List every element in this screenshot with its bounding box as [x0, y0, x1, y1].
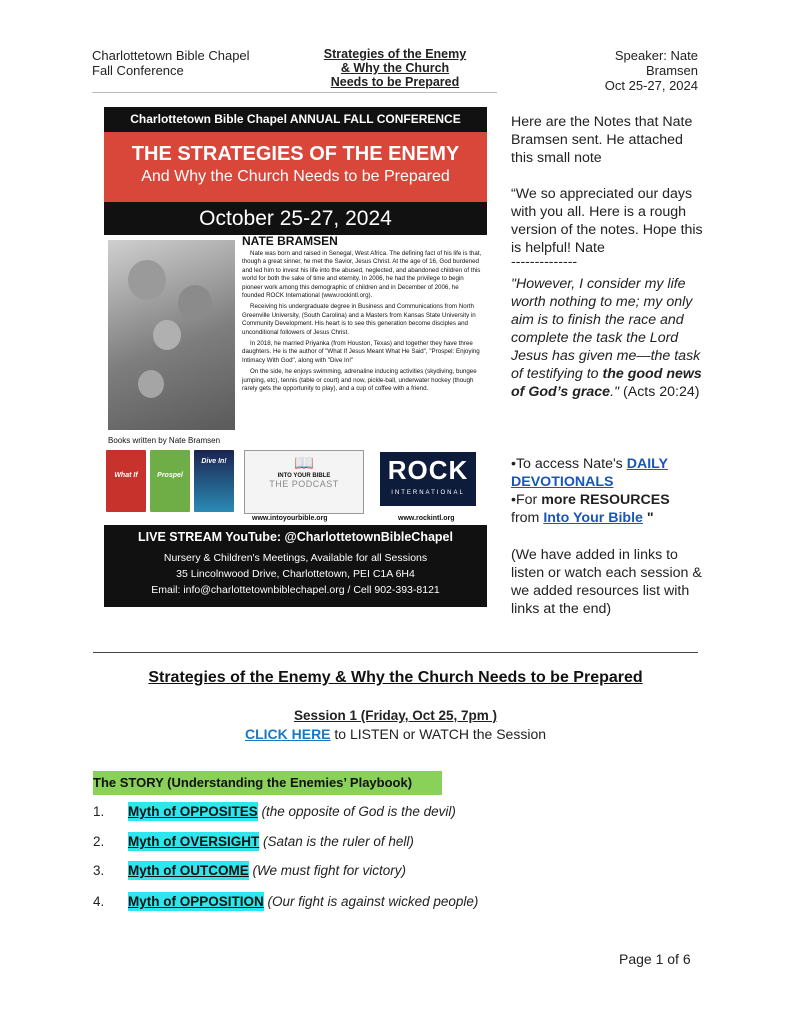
bullet-end: "	[642, 510, 654, 526]
bullet-bold: more RESOURCES	[541, 492, 670, 508]
header-speaker: Speaker: Nate Bramsen	[614, 48, 698, 78]
main-title: Strategies of the Enemy & Why the Church Needs to be Prepared	[148, 669, 643, 686]
verse-reference: (Acts 20:24)	[619, 384, 700, 400]
open-book-icon: 📖	[294, 455, 314, 472]
flyer-contact: Email: info@charlottetownbiblechapel.org / Cell 902-393-8121	[151, 584, 440, 596]
section-divider	[93, 652, 698, 653]
podcast-url: www.intoyourbible.org	[252, 515, 328, 522]
myth-description: (We must fight for victory)	[252, 863, 407, 878]
myth-description: (the opposite of God is the devil)	[261, 804, 456, 819]
notes-intro: Here are the Notes that Nate Bramsen sent. He attached this small note	[511, 114, 693, 166]
notes-quote: “We so appreciated our days with you all. Here is a rough version of the notes. Hope this is helpful! Nate	[511, 186, 703, 256]
books-label: Books written by Nate Bramsen	[108, 436, 221, 445]
flyer-top-banner: Charlottetown Bible Chapel ANNUAL FALL CONFERENCE	[104, 107, 487, 132]
list-item	[93, 894, 478, 909]
header-right	[560, 48, 698, 93]
myth-description: (Satan is the ruler of hell)	[263, 834, 414, 849]
flyer-speaker-bio	[242, 250, 482, 397]
header-title-line2: & Why the Church	[340, 61, 450, 75]
flyer-speaker-name: NATE BRAMSEN	[242, 234, 338, 248]
rock-logo-sub: INTERNATIONAL	[391, 490, 465, 496]
bio-paragraph: Nate was born and raised in Senegal, West Africa. The defining fact of his life is that, though a great sinner, he met the Savior, Jesus Christ. At the age of 16, God burdened and led him to invest his life into the abused, neglected, and abandoned children of this world for both the sake of time and eternity. In 2006, he had the privilege to begin pioneer work among this demographic of children and in December of 2006, he founded ROCK International (www.rockintl.org).	[242, 250, 482, 300]
podcast-logo	[244, 450, 364, 514]
bio-paragraph: On the side, he enjoys swimming, adrenaline inducing activities (skydiving, bungee jumping, etc), tennis (table or court) and now, pickle-ball, underwater hockey (though rarely gets the opportunity to play), and a cup of coffee with a friend.	[242, 368, 477, 393]
flyer-title-block	[104, 132, 487, 202]
conference-flyer	[104, 107, 487, 607]
flyer-title: THE STRATEGIES OF THE ENEMY	[131, 143, 460, 165]
photo-person-icon	[138, 370, 164, 398]
header-dates: Oct 25-27, 2024	[604, 78, 698, 93]
notes-added: (We have added in links to listen or watch each session & we added resources list with links at the end)	[511, 547, 702, 617]
bio-paragraph: In 2018, he married Priyanka (from Houston, Texas) and together they have three daughters. He is the author of "What If Jesus Meant What He Said", "Prospel: Enjoying Intimacy With God", along with "Dive In!"	[242, 340, 480, 364]
bio-paragraph: Receiving his undergraduate degree in Business and Communications from North Greenville University, (South Carolina) and a Masters from Kansas State University in Community Development. His heart is to see this generation become disciples and unconditional followers of Jesus Christ.	[242, 303, 476, 336]
notes-verse	[511, 275, 707, 401]
list-number: 1.	[93, 804, 105, 819]
book-cover-what-if: What If	[106, 450, 146, 512]
flyer-address: 35 Lincolnwood Drive, Charlottetown, PEI C1A 6H4	[176, 568, 415, 580]
verse-emphasis: the good news of God’s grace	[511, 366, 702, 400]
bullet-prefix: •For	[511, 492, 542, 508]
into-your-bible-link[interactable]: Into Your Bible	[543, 510, 643, 526]
flyer-date: October 25-27, 2024	[104, 202, 487, 235]
rock-international-logo	[380, 452, 476, 506]
verse-text: "However, I consider my life worth nothing to me; my only aim is to finish the race and complete the task the Lord Jesus has given me—the task of testifying to	[511, 276, 701, 382]
list-item	[93, 863, 406, 878]
photo-person-icon	[153, 320, 181, 350]
list-item	[93, 804, 456, 819]
myth-label: Myth of OUTCOME	[128, 863, 249, 878]
myth-label: Myth of OPPOSITES	[128, 804, 258, 819]
list-number: 2.	[93, 834, 105, 849]
verse-end: ."	[610, 384, 620, 400]
notes-bullet-devotionals	[511, 455, 707, 491]
book-cover-dive-in: Dive In!	[194, 450, 234, 512]
header-title-line3: Needs to be Prepared	[330, 75, 460, 89]
photo-person-icon	[178, 285, 212, 321]
daily-devotionals-link[interactable]: DAILY DEVOTIONALS	[511, 456, 668, 490]
notes-bullet-resources	[511, 491, 707, 527]
myth-label: Myth of OPPOSITION	[128, 894, 264, 909]
flyer-livestream: LIVE STREAM YouTube: @CharlottetownBibleChapel	[138, 530, 453, 544]
podcast-label: THE PODCAST	[269, 479, 339, 489]
flyer-subtitle: And Why the Church Needs to be Prepared	[141, 168, 450, 185]
podcast-name: INTO YOUR BIBLE	[277, 473, 331, 479]
story-heading: The STORY (Understanding the Enemies’ Playbook)	[93, 771, 442, 795]
bullet-prefix: •To access Nate's	[511, 456, 627, 472]
rock-logo-text: ROCK	[387, 455, 469, 485]
page-number: Page 1 of 6	[619, 951, 691, 967]
list-number: 3.	[93, 863, 105, 878]
flyer-nursery: Nursery & Children's Meetings, Available for all Sessions	[163, 552, 428, 564]
header-title-line1: Strategies of the Enemy	[323, 47, 467, 61]
header-event-name: Fall Conference	[92, 63, 184, 78]
list-number: 4.	[93, 894, 105, 909]
book-cover-prospel: Prospel	[150, 450, 190, 512]
notes-dashes: --------------	[511, 254, 578, 270]
myth-label: Myth of OVERSIGHT	[128, 834, 260, 849]
speaker-family-photo	[108, 240, 235, 430]
list-item	[93, 834, 414, 849]
header-left	[92, 48, 250, 78]
flyer-bottom-banner	[104, 525, 487, 607]
click-here-link[interactable]: CLICK HERE	[244, 726, 331, 742]
session-link-line	[0, 726, 791, 742]
header-divider	[92, 92, 497, 93]
rock-url: www.rockintl.org	[398, 515, 455, 522]
click-here-rest: to LISTEN or WATCH the Session	[330, 726, 547, 742]
photo-person-icon	[128, 260, 166, 300]
session-heading: Session 1 (Friday, Oct 25, 7pm )	[293, 708, 498, 723]
header-title	[300, 47, 490, 89]
bullet-from: from	[511, 510, 544, 526]
header-church-name: Charlottetown Bible Chapel	[92, 48, 250, 63]
myth-description: (Our fight is against wicked people)	[267, 894, 479, 909]
